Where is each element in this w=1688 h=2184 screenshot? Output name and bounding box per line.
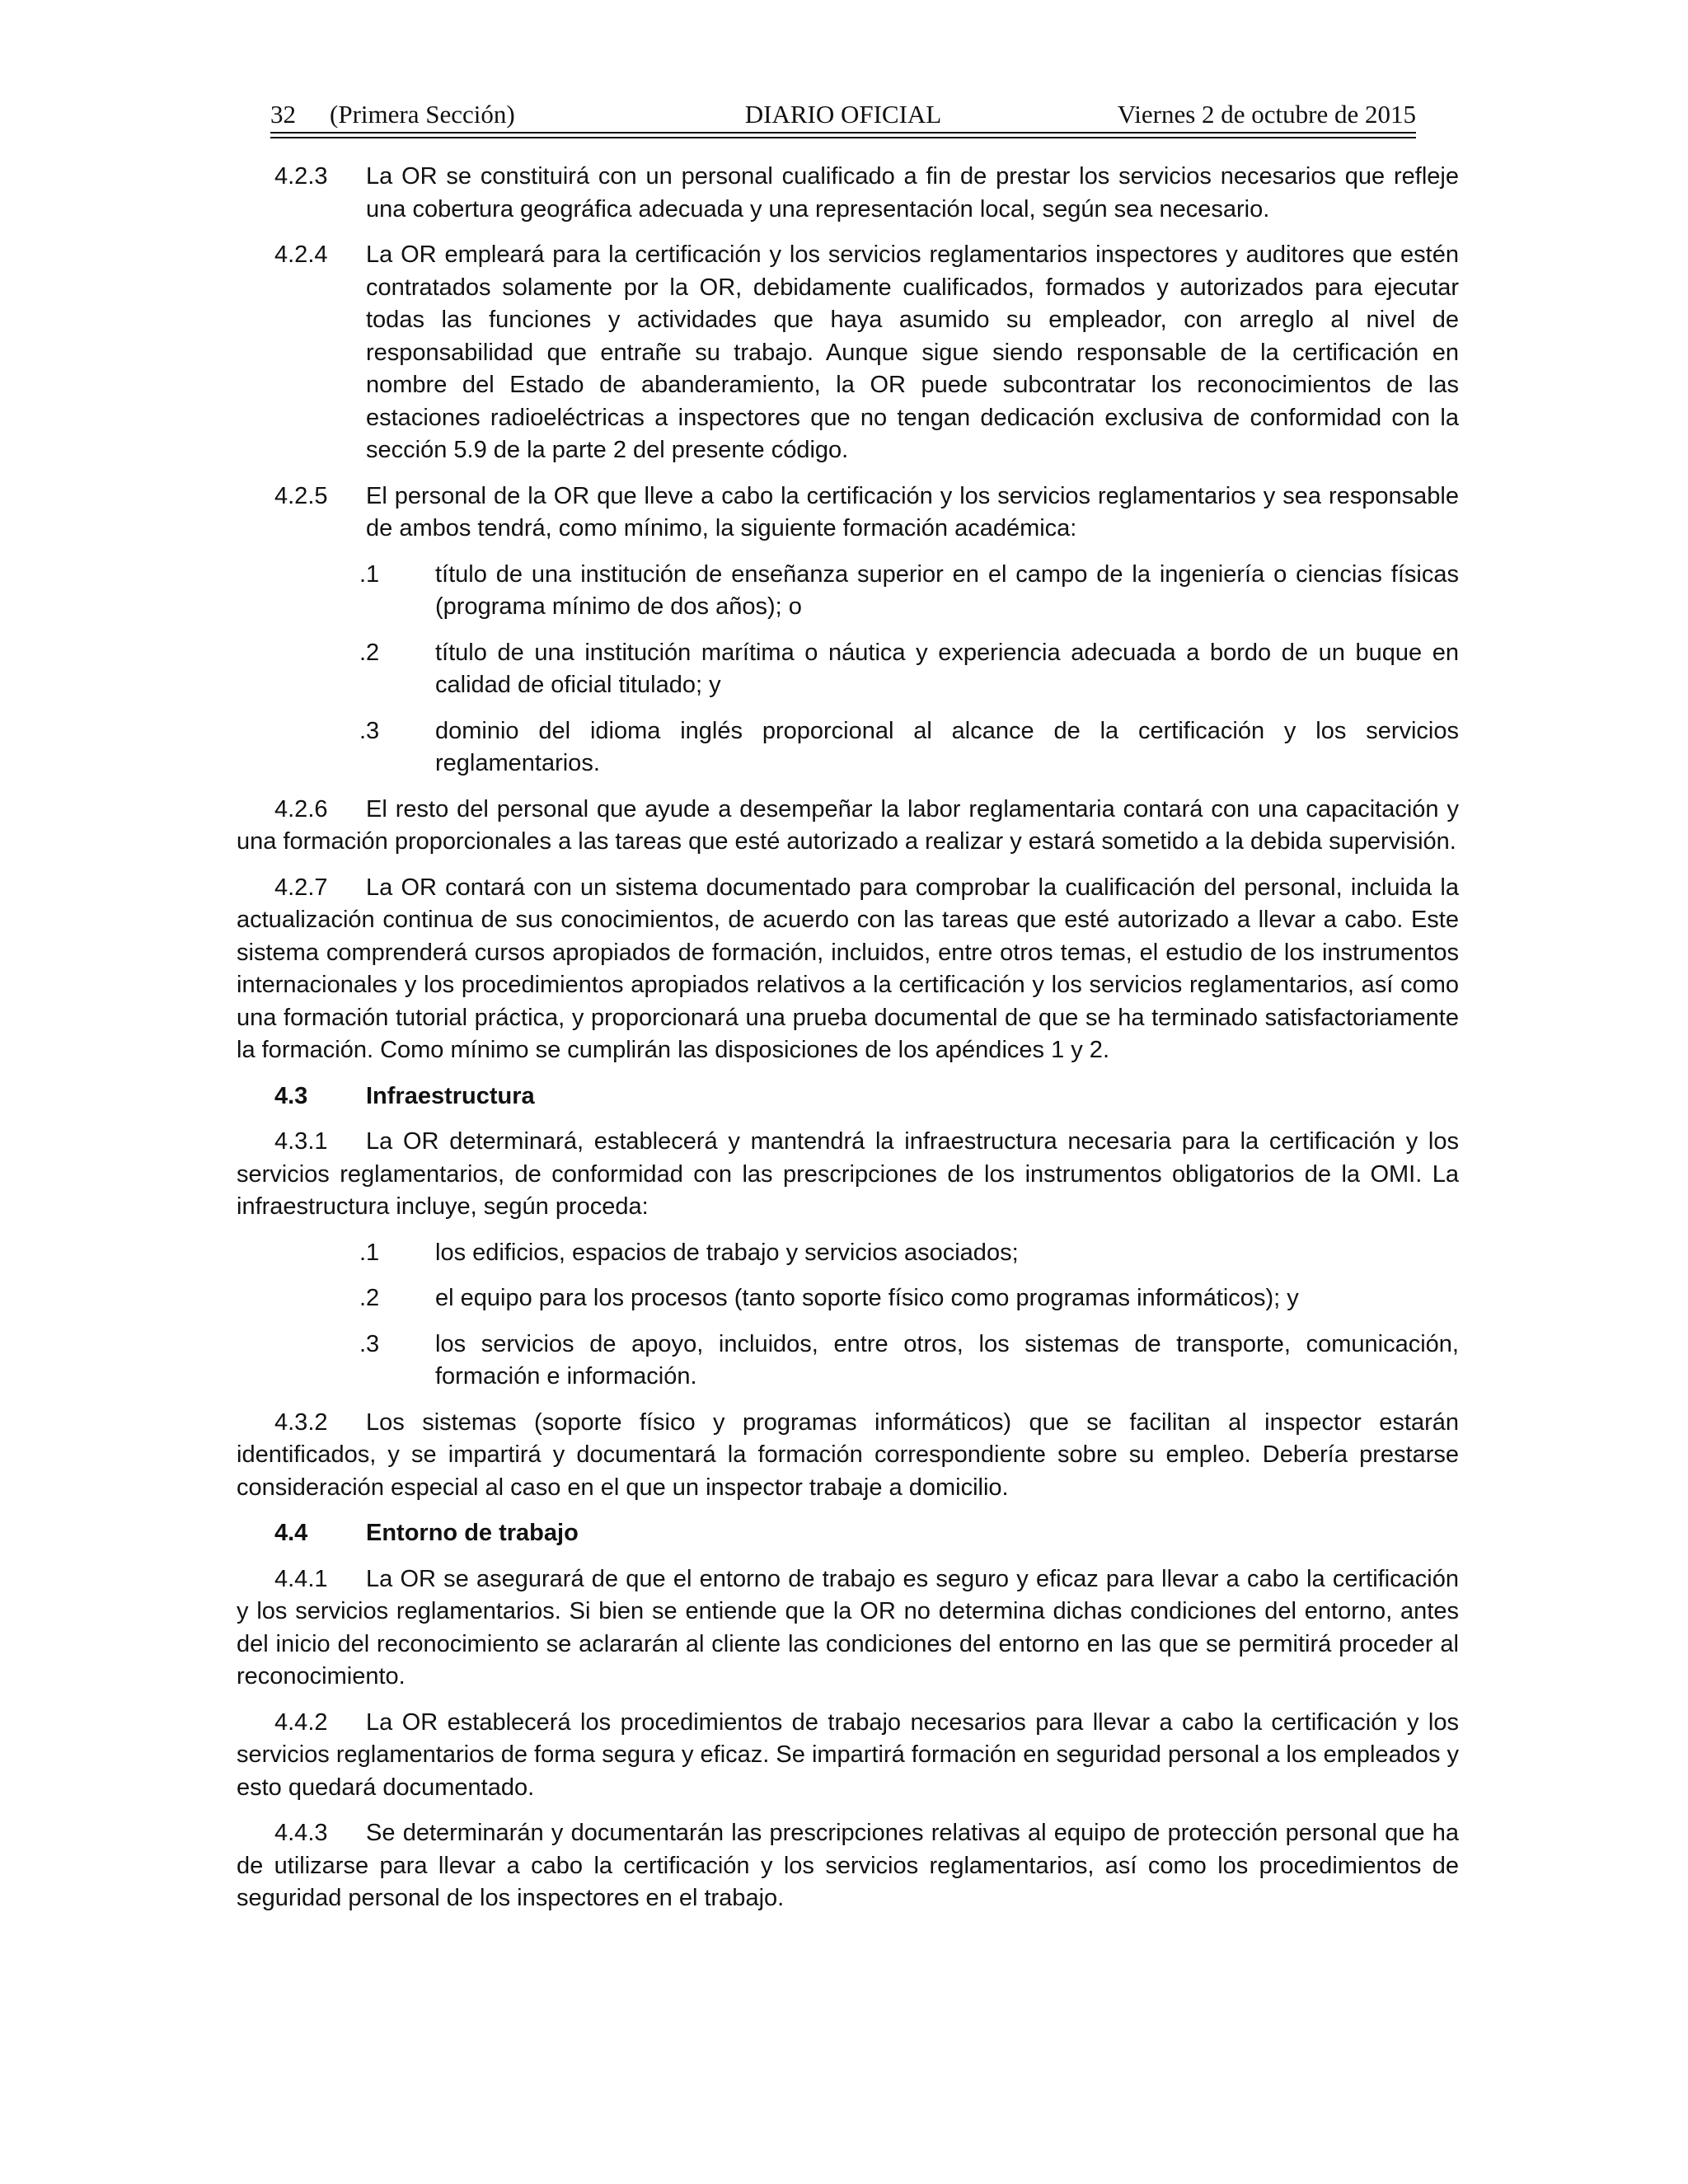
- paragraph-number: 4.2.6: [274, 795, 328, 823]
- list-item-text: título de una institución marítima o náutica y experiencia adecuada a bordo de un buque en calidad de oficial titulado; y: [435, 639, 1459, 698]
- paragraph-text: El resto del personal que ayude a desempeñar la labor reglamentaria contará con una capacitación y una formación proporcionales a las tareas que esté autorizado a realizar y estará sometido a la debida supervisión.: [237, 795, 1459, 855]
- paragraph-text: La OR se asegurará de que el entorno de trabajo es seguro y eficaz para llevar a cabo la certificación y los servicios reglamentarios. Si bien se entiende que la OR no determina dichas condiciones del entorno, antes del inicio del reconocimiento se aclararán al cliente las condiciones del entorno en las que se permitirá proceder al reconocimiento.: [237, 1565, 1459, 1690]
- section-heading-4-3: [237, 1080, 1459, 1113]
- paragraph-number: 4.2.7: [274, 874, 328, 901]
- paragraph-number: 4.2.5: [274, 482, 328, 509]
- list-marker: .3: [359, 717, 380, 744]
- paragraph-4-2-7: [237, 872, 1459, 1067]
- paragraph-number: 4.2.3: [274, 163, 328, 190]
- list-marker: .3: [359, 1330, 380, 1357]
- list-item: [359, 637, 1459, 702]
- paragraph-4-4-1: [237, 1563, 1459, 1694]
- list-item: [359, 1282, 1459, 1315]
- paragraph-text: La OR contará con un sistema documentado para comprobar la cualificación del personal, incluida la actualización continua de sus conocimientos, de acuerdo con las tareas que esté autorizado a llevar a cabo. Este sistema comprenderá cursos apropiados de formación, incluidos, entre otros temas, el estudio de los instrumentos internacionales y los procedimientos apropiados relativos a la certificación y los servicios reglamentarios, así como una formación tutorial práctica, y proporcionará una prueba documental de que se ha terminado satisfactoriamente la formación. Como mínimo se cumplirán las disposiciones de los apéndices 1 y 2.: [237, 874, 1459, 1063]
- heading-number: 4.3: [274, 1082, 308, 1109]
- header-rule-bottom: [270, 137, 1416, 138]
- paragraph-number: 4.3.1: [274, 1128, 328, 1155]
- list-item: [359, 559, 1459, 624]
- paragraph-text: La OR empleará para la certificación y los servicios reglamentarios inspectores y auditores que estén contratados solamente por la OR, debidamente cualificados, formados y autorizados para ejecutar todas las funciones y actividades que haya asumido su empleador, con arreglo al nivel de responsabilidad que entrañe su trabajo. Aunque sigue siendo responsable de la certificación en nombre del Estado de abanderamiento, la OR puede subcontratar los reconocimientos de las estaciones radioeléctricas a inspectores que no tengan dedicación exclusiva de conformidad con la sección 5.9 de la parte 2 del presente código.: [366, 241, 1459, 463]
- page-number: 32: [270, 100, 296, 129]
- paragraph-text: El personal de la OR que lleve a cabo la certificación y los servicios reglamentarios y sea responsable de ambos tendrá, como mínimo, la siguiente formación académica:: [366, 482, 1459, 541]
- section-heading-4-4: [237, 1517, 1459, 1550]
- page-header: [270, 94, 1416, 135]
- paragraph-4-3-1: [237, 1126, 1459, 1224]
- paragraph-4-4-2: [237, 1707, 1459, 1805]
- paragraph-4-2-5: [237, 480, 1459, 546]
- paragraph-number: 4.3.2: [274, 1408, 328, 1436]
- paragraph-text: La OR establecerá los procedimientos de trabajo necesarios para llevar a cabo la certificación y los servicios reglamentarios de forma segura y eficaz. Se impartirá formación en seguridad personal a los empleados y esto quedará documentado.: [237, 1708, 1459, 1801]
- paragraph-text: Los sistemas (soporte físico y programas informáticos) que se facilitan al inspector estarán identificados, y se impartirá y documentará la formación correspondiente sobre su empleo. Debería prestarse consideración especial al caso en el que un inspector trabaje a domicilio.: [237, 1408, 1459, 1501]
- paragraph-text: La OR determinará, establecerá y mantendrá la infraestructura necesaria para la certificación y los servicios reglamentarios, de conformidad con las prescripciones de los instrumentos obligatorios de la OMI. La infraestructura incluye, según proceda:: [237, 1128, 1459, 1220]
- paragraph-4-2-3: [237, 161, 1459, 226]
- heading-title: Infraestructura: [366, 1082, 535, 1109]
- paragraph-4-2-4: [237, 239, 1459, 467]
- list-item-text: dominio del idioma inglés proporcional al alcance de la certificación y los servicios reglamentarios.: [435, 717, 1459, 776]
- paragraph-number: 4.4.2: [274, 1708, 328, 1736]
- list-item-text: el equipo para los procesos (tanto soporte físico como programas informáticos); y: [435, 1285, 1299, 1311]
- list-4-2-5: [359, 559, 1459, 780]
- list-4-3-1: [359, 1237, 1459, 1394]
- list-item-text: los edificios, espacios de trabajo y servicios asociados;: [435, 1239, 1019, 1266]
- list-item: [359, 1237, 1459, 1270]
- list-item-text: los servicios de apoyo, incluidos, entre otros, los sistemas de transporte, comunicación, formación e información.: [435, 1330, 1459, 1390]
- list-marker: .2: [359, 639, 380, 666]
- heading-title: Entorno de trabajo: [366, 1520, 579, 1546]
- paragraph-number: 4.4.3: [274, 1820, 328, 1846]
- paragraph-number: 4.4.1: [274, 1565, 328, 1592]
- paragraph-text: La OR se constituirá con un personal cualificado a fin de prestar los servicios necesarios que refleje una cobertura geográfica adecuada y una representación local, según sea necesario.: [366, 163, 1459, 223]
- list-item-text: título de una institución de enseñanza superior en el campo de la ingeniería o ciencias físicas (programa mínimo de dos años); o: [435, 560, 1459, 620]
- list-marker: .1: [359, 560, 380, 588]
- list-marker: .2: [359, 1285, 380, 1311]
- section-label: (Primera Sección): [330, 100, 515, 129]
- paragraph-4-4-3: [237, 1817, 1459, 1915]
- list-marker: .1: [359, 1239, 380, 1266]
- heading-number: 4.4: [274, 1520, 308, 1546]
- header-rule-top: [270, 132, 1416, 134]
- issue-date: Viernes 2 de octubre de 2015: [1117, 100, 1416, 129]
- document-body: [237, 161, 1459, 1929]
- list-item: [359, 715, 1459, 780]
- journal-title: DIARIO OFICIAL: [744, 100, 942, 129]
- paragraph-number: 4.2.4: [274, 241, 328, 268]
- paragraph-text: Se determinarán y documentarán las prescripciones relativas al equipo de protección personal que ha de utilizarse para llevar a cabo la certificación y los servicios reglamentarios, así como los procedimientos de seguridad personal de los inspectores en el trabajo.: [237, 1820, 1459, 1911]
- paragraph-4-3-2: [237, 1407, 1459, 1505]
- paragraph-4-2-6: [237, 794, 1459, 859]
- list-item: [359, 1329, 1459, 1394]
